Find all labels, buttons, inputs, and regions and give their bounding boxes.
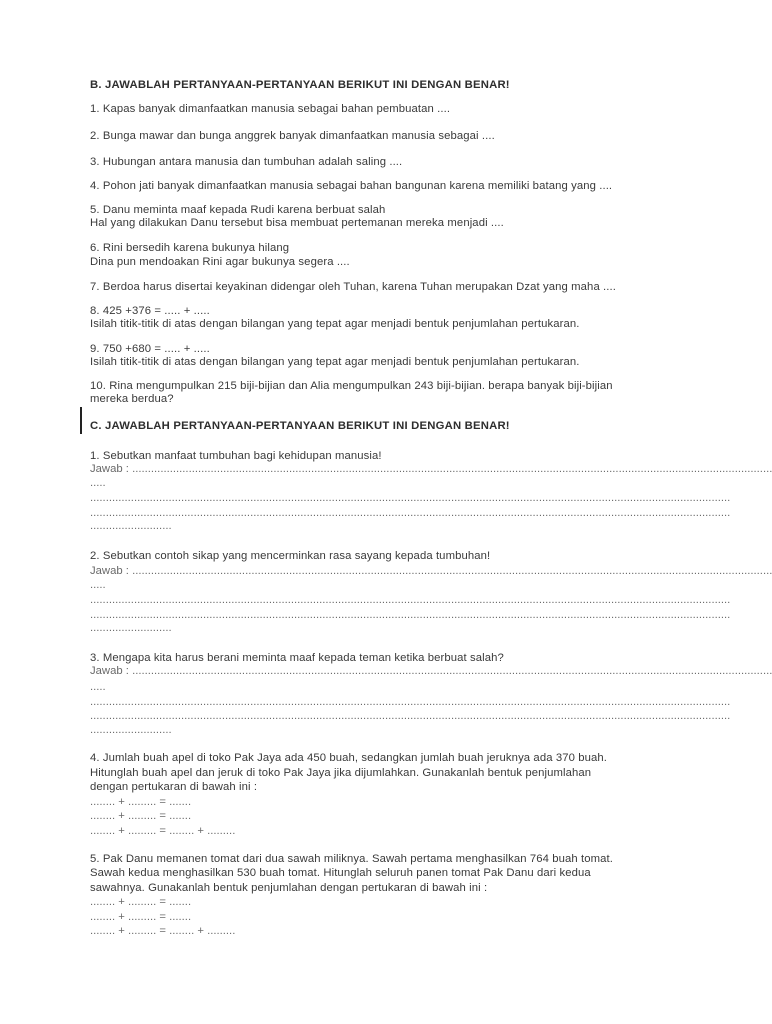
answer-line-c2-3[interactable]: ............................................................................................................................................................................................................ <box>90 609 731 621</box>
answer-line-c2-4[interactable]: .......................... <box>90 622 172 634</box>
question-b2: 2. Bunga mawar dan bunga anggrek banyak dimanfaatkan manusia sebagai .... <box>90 130 495 142</box>
question-c5-line3: sawahnya. Gunakanlah bentuk penjumlahan dengan pertukaran di bawah ini : <box>90 882 488 894</box>
question-c4-line3: dengan pertukaran di bawah ini : <box>90 781 258 793</box>
question-b4: 4. Pohon jati banyak dimanfaatkan manusia sebagai bahan bangunan karena memiliki batang yang .... <box>90 180 613 192</box>
question-b6-line2: Dina pun mendoakan Rini agar bukunya segera .... <box>90 256 350 268</box>
section-b-heading: B. JAWABLAH PERTANYAAN-PERTANYAAN BERIKUT INI DENGAN BENAR! <box>90 79 510 91</box>
question-b3: 3. Hubungan antara manusia dan tumbuhan adalah saling .... <box>90 156 403 168</box>
question-c4-line2: Hitunglah buah apel dan jeruk di toko Pak Jaya jika dijumlahkan. Gunakanlah bentuk penjumlahan <box>90 767 592 779</box>
answer-line-c1-tail[interactable]: ..... <box>90 477 106 489</box>
question-b9-line2: Isilah titik-titik di atas dengan bilangan yang tepat agar menjadi bentuk penjumlahan pertukaran. <box>90 356 580 368</box>
question-b7: 7. Berdoa harus disertai keyakinan didengar oleh Tuhan, karena Tuhan merupakan Dzat yang maha .... <box>90 281 617 293</box>
answer-line-c3-3[interactable]: ............................................................................................................................................................................................................ <box>90 710 731 722</box>
text-cursor <box>80 407 82 434</box>
answer-line-c3-4[interactable]: .......................... <box>90 724 172 736</box>
question-b10: 10. Rina mengumpulkan 215 biji-bijian dan Alia mengumpulkan 243 biji-bijian. berapa banyak biji-bijian <box>90 380 613 392</box>
question-b8-line2: Isilah titik-titik di atas dengan bilangan yang tepat agar menjadi bentuk penjumlahan pertukaran. <box>90 318 580 330</box>
answer-line-c1-2[interactable]: ............................................................................................................................................................................................................ <box>90 492 731 504</box>
answer-line-c2-tail[interactable]: ..... <box>90 579 106 591</box>
question-b6: 6. Rini bersedih karena bukunya hilang <box>90 242 290 254</box>
question-b9: 9. 750 +680 = ..... + ..... <box>90 343 210 355</box>
question-b8: 8. 425 +376 = ..... + ..... <box>90 305 210 317</box>
question-b10-line2: mereka berdua? <box>90 393 174 405</box>
answer-line-c3-2[interactable]: ............................................................................................................................................................................................................ <box>90 696 731 708</box>
answer-line-c1-3[interactable]: ............................................................................................................................................................................................................ <box>90 507 731 519</box>
answer-line-c1-4[interactable]: .......................... <box>90 520 172 532</box>
blank-c4-2[interactable]: ........ + ......... = ....... <box>90 810 192 822</box>
section-c-heading: C. JAWABLAH PERTANYAAN-PERTANYAAN BERIKUT INI DENGAN BENAR! <box>90 420 510 432</box>
answer-line-c1[interactable]: Jawab : ............................................................................................................................................................................................................ <box>90 463 772 475</box>
question-c2: 2. Sebutkan contoh sikap yang mencerminkan rasa sayang kepada tumbuhan! <box>90 550 491 562</box>
answer-line-c2-2[interactable]: ............................................................................................................................................................................................................ <box>90 594 731 606</box>
blank-c5-3[interactable]: ........ + ......... = ........ + ......... <box>90 925 236 937</box>
blank-c5-2[interactable]: ........ + ......... = ....... <box>90 911 192 923</box>
question-c5-line2: Sawah kedua menghasilkan 530 buah tomat. Hitunglah seluruh panen tomat Pak Danu dari kedua <box>90 867 591 879</box>
question-b1: 1. Kapas banyak dimanfaatkan manusia sebagai bahan pembuatan .... <box>90 103 451 115</box>
question-c5: 5. Pak Danu memanen tomat dari dua sawah miliknya. Sawah pertama menghasilkan 764 buah tomat. <box>90 853 613 865</box>
question-b5-line2: Hal yang dilakukan Danu tersebut bisa membuat pertemanan mereka menjadi .... <box>90 217 504 229</box>
question-c4: 4. Jumlah buah apel di toko Pak Jaya ada 450 buah, sedangkan jumlah buah jeruknya ada 370 buah. <box>90 752 607 764</box>
answer-line-c3-tail[interactable]: ..... <box>90 681 106 693</box>
blank-c5-1[interactable]: ........ + ......... = ....... <box>90 896 192 908</box>
answer-line-c2[interactable]: Jawab : ............................................................................................................................................................................................................ <box>90 565 772 577</box>
question-b5: 5. Danu meminta maaf kepada Rudi karena berbuat salah <box>90 204 386 216</box>
blank-c4-3[interactable]: ........ + ......... = ........ + ......... <box>90 825 236 837</box>
question-c3: 3. Mengapa kita harus berani meminta maaf kepada teman ketika berbuat salah? <box>90 652 504 664</box>
blank-c4-1[interactable]: ........ + ......... = ....... <box>90 796 192 808</box>
answer-line-c3[interactable]: Jawab : ............................................................................................................................................................................................................ <box>90 665 772 677</box>
question-c1: 1. Sebutkan manfaat tumbuhan bagi kehidupan manusia! <box>90 450 382 462</box>
